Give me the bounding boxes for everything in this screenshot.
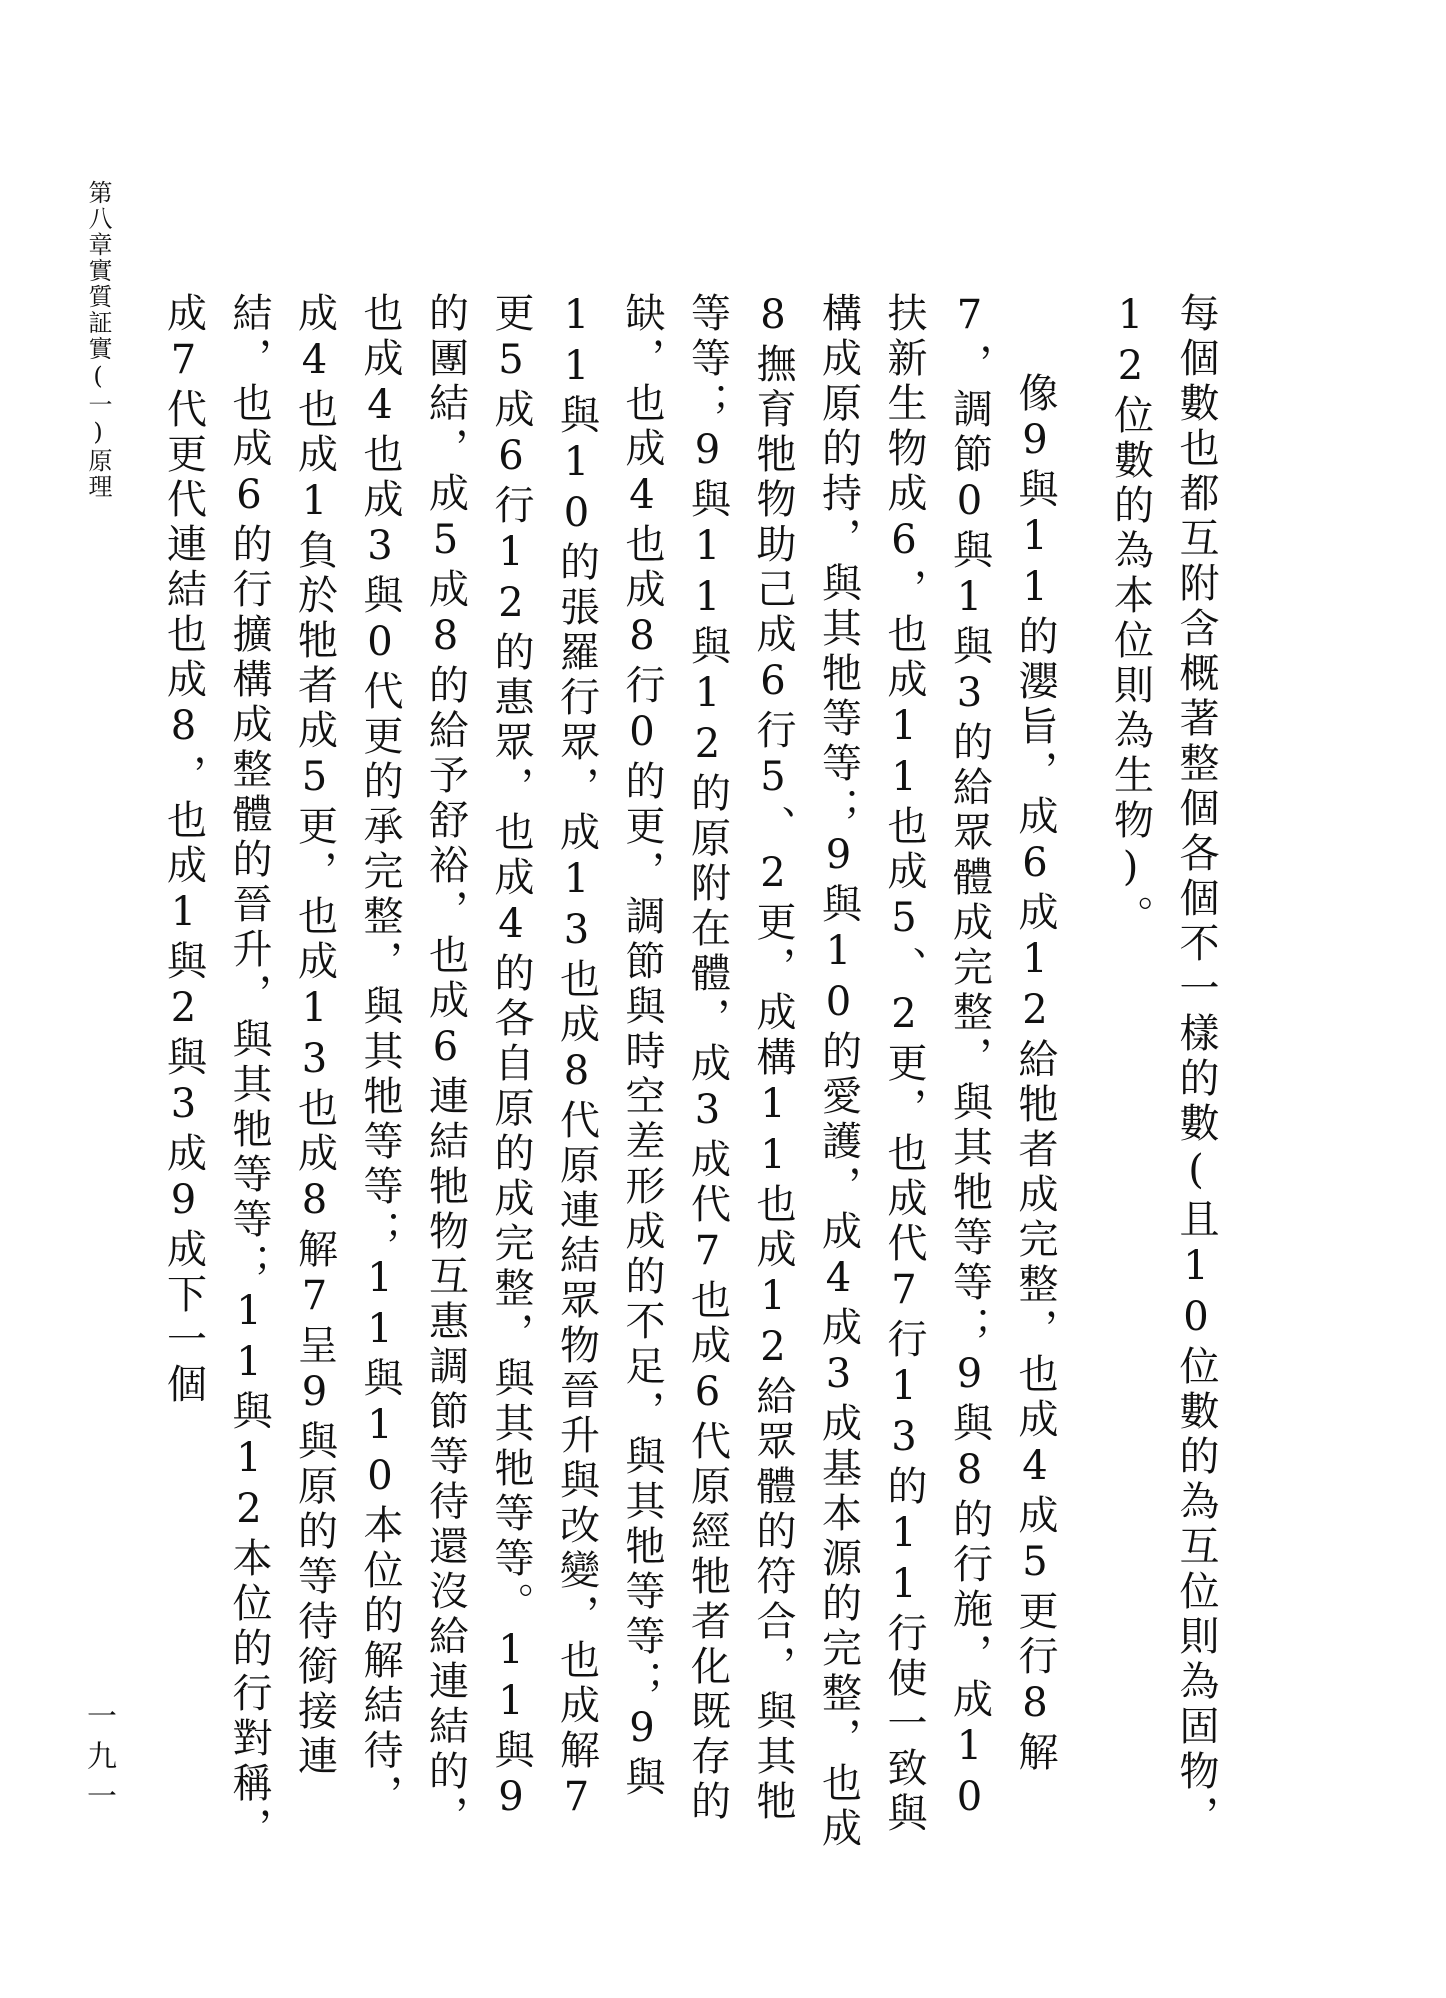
paragraph-main: 像9與11的瀴旨，成6成12給牠者成完整，也成4成5更行8解7，調節0與1與3的給眾體成完整，與其牠等等；9與8的行施，成10扶新生物成6，也成11也成5、2更，也成代7行13的11行使一致與構成原的持，與其牠等等；9與10的愛護，成4成3成基本源的完整，也成8撫育牠物助己成6行5、2更，成構11也成12給眾體的符合，與其牠等等；9與11與12的原附在體，成3成代7也成6代原經牠者化既存的缺，也成4也成8行0的更，調節與時空差形成的不足，與其牠等等；9與11與10的張羅行眾，成13也成8代原連結眾物晉升與改變，也成解7更5成6行12的惠眾，也成4的各自原的成完整，與其牠等等。11與9的團結，成5成8的給予舒裕，也成6連結牠物互惠調節等待還沒給連結的，也成4也成3與0代更的承完整，與其牠等等；11與10本位的解結待，成4也成1負於牠者成5更，也成13也成8解7呈9與原的等待銜接連結，也成6的行擴構成整體的晉升，與其牠等等；11與12本位的行對稱，成7代更代連結也成8，也成1與2與3成9成下一個 [160, 292, 1058, 1852]
body-text [160, 292, 1228, 1852]
running-header [78, 180, 118, 500]
book-title: 實質証實(一) [84, 258, 112, 448]
chapter-label: 第八章 [84, 180, 112, 258]
paragraph-intro: 每個數也都互附含概著整個各個不一樣的數(且10位數的為互位則為固物，12位數的為本位則為生物)。 [1107, 292, 1219, 1840]
page-number: 一九一 [81, 1700, 116, 1820]
section-label: 原理 [84, 448, 112, 500]
